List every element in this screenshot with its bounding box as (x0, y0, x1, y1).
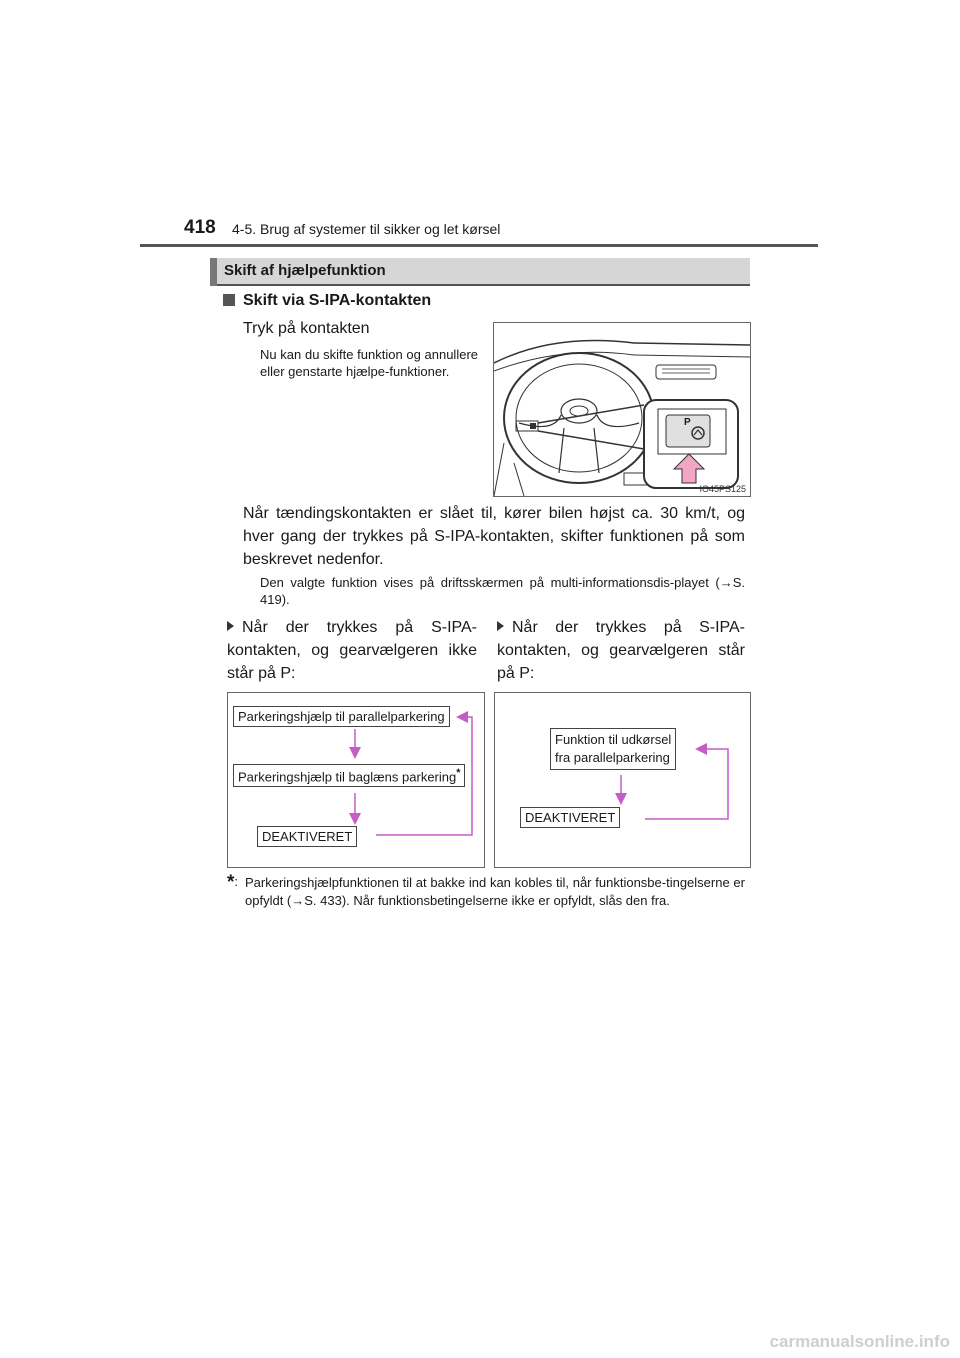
sub-heading (223, 292, 431, 310)
flow-box-exit-line2: fra parallelparkering (555, 750, 670, 765)
flow-box-exit-line1: Funktion til udkørsel (555, 732, 672, 747)
section-title: Skift af hjælpefunktion (224, 262, 386, 279)
flow-box-deactivated: DEAKTIVERET (257, 826, 357, 847)
flow-box-deactivated-right: DEAKTIVERET (520, 807, 620, 828)
page-number: 418 (184, 217, 216, 238)
switch-p-label: P (684, 417, 691, 428)
sub-heading-text: Skift via S-IPA-kontakten (243, 292, 432, 309)
right-column-heading (497, 616, 745, 685)
illustration-code: IO45PS125 (699, 484, 746, 494)
flow-box-exit-parallel (550, 728, 676, 770)
footnote-mark: * (456, 767, 461, 779)
dashboard-drawing (494, 323, 750, 496)
triangle-bullet-icon (227, 621, 234, 631)
left-column-heading-text: Når der trykkes på S-IPA-kontakten, og gearvælgeren ikke står på P: (227, 619, 477, 682)
triangle-bullet-icon (497, 621, 504, 631)
dashboard-illustration (493, 322, 751, 497)
footnote: *: Parkeringshjælpfunktionen til at bakke ind kan kobles til, når funktionsbe-tingelserne er opfyldt (→S. 433). Når funktionsbetingelserne ikke er opfyldt, slås den fra. (227, 872, 745, 908)
flow-box-reverse-parking-text: Parkeringshjælp til baglæns parkering (238, 769, 457, 785)
flow-box-parallel-parking: Parkeringshjælp til parallelparkering (233, 706, 450, 727)
footnote-asterisk: * (227, 872, 235, 893)
step-note: Nu kan du skifte funktion og annullere eller genstarte hjælpe-funktioner. (260, 347, 478, 379)
right-column-heading-text: Når der trykkes på S-IPA-kontakten, og gearvælgeren står på P: (497, 619, 745, 682)
flow-box-reverse-parking (233, 764, 465, 787)
footnote-text: Parkeringshjælpfunktionen til at bakke ind kan kobles til, når funktionsbe-tingelserne er opfyldt (→S. 433). Når funktionsbetingelserne ikke er opfyldt, slås den fra. (245, 875, 745, 908)
watermark: carmanualsonline.info (769, 1332, 950, 1351)
square-bullet-icon (223, 294, 235, 306)
header-divider (140, 244, 818, 247)
left-flow-diagram (227, 692, 485, 868)
section-bar-marker (210, 258, 217, 286)
body-paragraph: Når tændingskontakten er slået til, kører bilen højst ca. 30 km/t, og hver gang der trykkes på S-IPA-kontakten, skifter funktionen på som beskrevet nedenfor. (243, 505, 745, 568)
chapter-title: 4-5. Brug af systemer til sikker og let kørsel (232, 221, 501, 237)
right-flow-arrows (495, 693, 750, 867)
left-column-heading (227, 616, 477, 685)
step-instruction: Tryk på kontakten (243, 320, 370, 337)
body-note: Den valgte funktion vises på driftsskærmen på multi-informationsdis-playet (→S. 419). (260, 575, 745, 607)
right-flow-diagram (494, 692, 751, 868)
